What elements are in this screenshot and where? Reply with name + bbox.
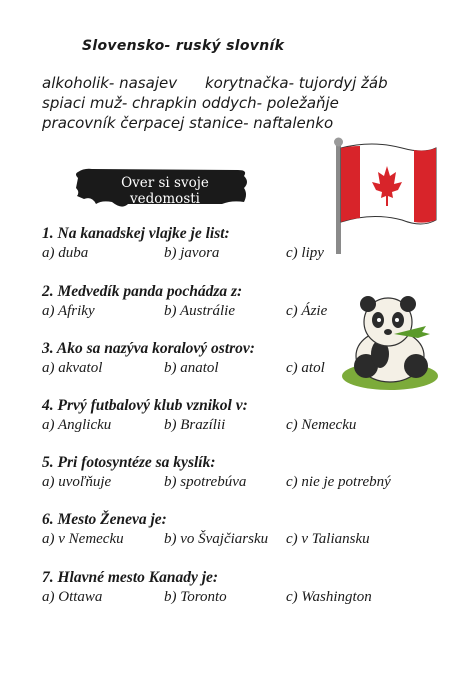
canada-flag-icon (332, 136, 442, 261)
dictionary-entry: alkoholik- nasajev (42, 74, 178, 92)
quiz-question: 6. Mesto Ženeva je: (42, 511, 167, 528)
dictionary-row (42, 114, 333, 132)
quiz-option-a: a) Afriky (42, 303, 95, 319)
quiz-option-b: b) javora (164, 245, 220, 261)
quiz-option-b: b) Brazílii (164, 417, 226, 433)
quiz-option-b: b) Toronto (164, 589, 227, 605)
quiz-option-c: c) lipy (286, 245, 324, 261)
dictionary-row (42, 94, 339, 112)
dictionary-entry: pracovník čerpacej stanice- naftalenko (42, 114, 334, 132)
quiz-question: 2. Medvedík panda pochádza z: (42, 283, 243, 300)
quiz-question: 3. Ako sa nazýva koralový ostrov: (42, 340, 255, 357)
dictionary-title: Slovensko- ruský slovník (82, 38, 285, 54)
quiz-option-c: c) v Taliansku (286, 531, 370, 547)
panda-icon (340, 292, 440, 397)
quiz-option-a: a) akvatol (42, 360, 103, 376)
quiz-option-a: a) v Nemecku (42, 531, 124, 547)
quiz-question: 7. Hlavné mesto Kanady je: (42, 569, 219, 586)
quiz-banner-label: Over si svoje vedomosti (121, 175, 209, 207)
dictionary-entry: korytnačka- tujordyj žáb (205, 74, 388, 92)
quiz-option-b: b) vo Švajčiarsku (164, 531, 269, 547)
quiz-option-a: a) duba (42, 245, 89, 261)
dictionary-row (42, 74, 388, 92)
quiz-option-a: a) Anglicku (42, 417, 112, 433)
quiz-question: 5. Pri fotosyntéze sa kyslík: (42, 454, 216, 471)
quiz-question: 4. Prvý futbalový klub vznikol v: (42, 397, 248, 414)
dictionary-entry: spiaci muž- chrapkin oddych- poležaňje (42, 94, 339, 112)
quiz-option-b: b) Austrálie (164, 303, 235, 319)
quiz-option-a: a) uvoľňuje (42, 474, 112, 490)
quiz-question: 1. Na kanadskej vlajke je list: (42, 225, 230, 242)
quiz-option-b: b) anatol (164, 360, 219, 376)
quiz-banner (72, 166, 252, 210)
quiz-option-b: b) spotrebúva (164, 474, 247, 490)
quiz-option-c: c) atol (286, 360, 325, 376)
quiz-option-c: c) Washington (286, 589, 372, 605)
quiz-option-c: c) Ázie (286, 303, 328, 319)
quiz-option-a: a) Ottawa (42, 589, 103, 605)
quiz-option-c: c) nie je potrebný (286, 474, 391, 490)
quiz-option-c: c) Nemecku (286, 417, 357, 433)
